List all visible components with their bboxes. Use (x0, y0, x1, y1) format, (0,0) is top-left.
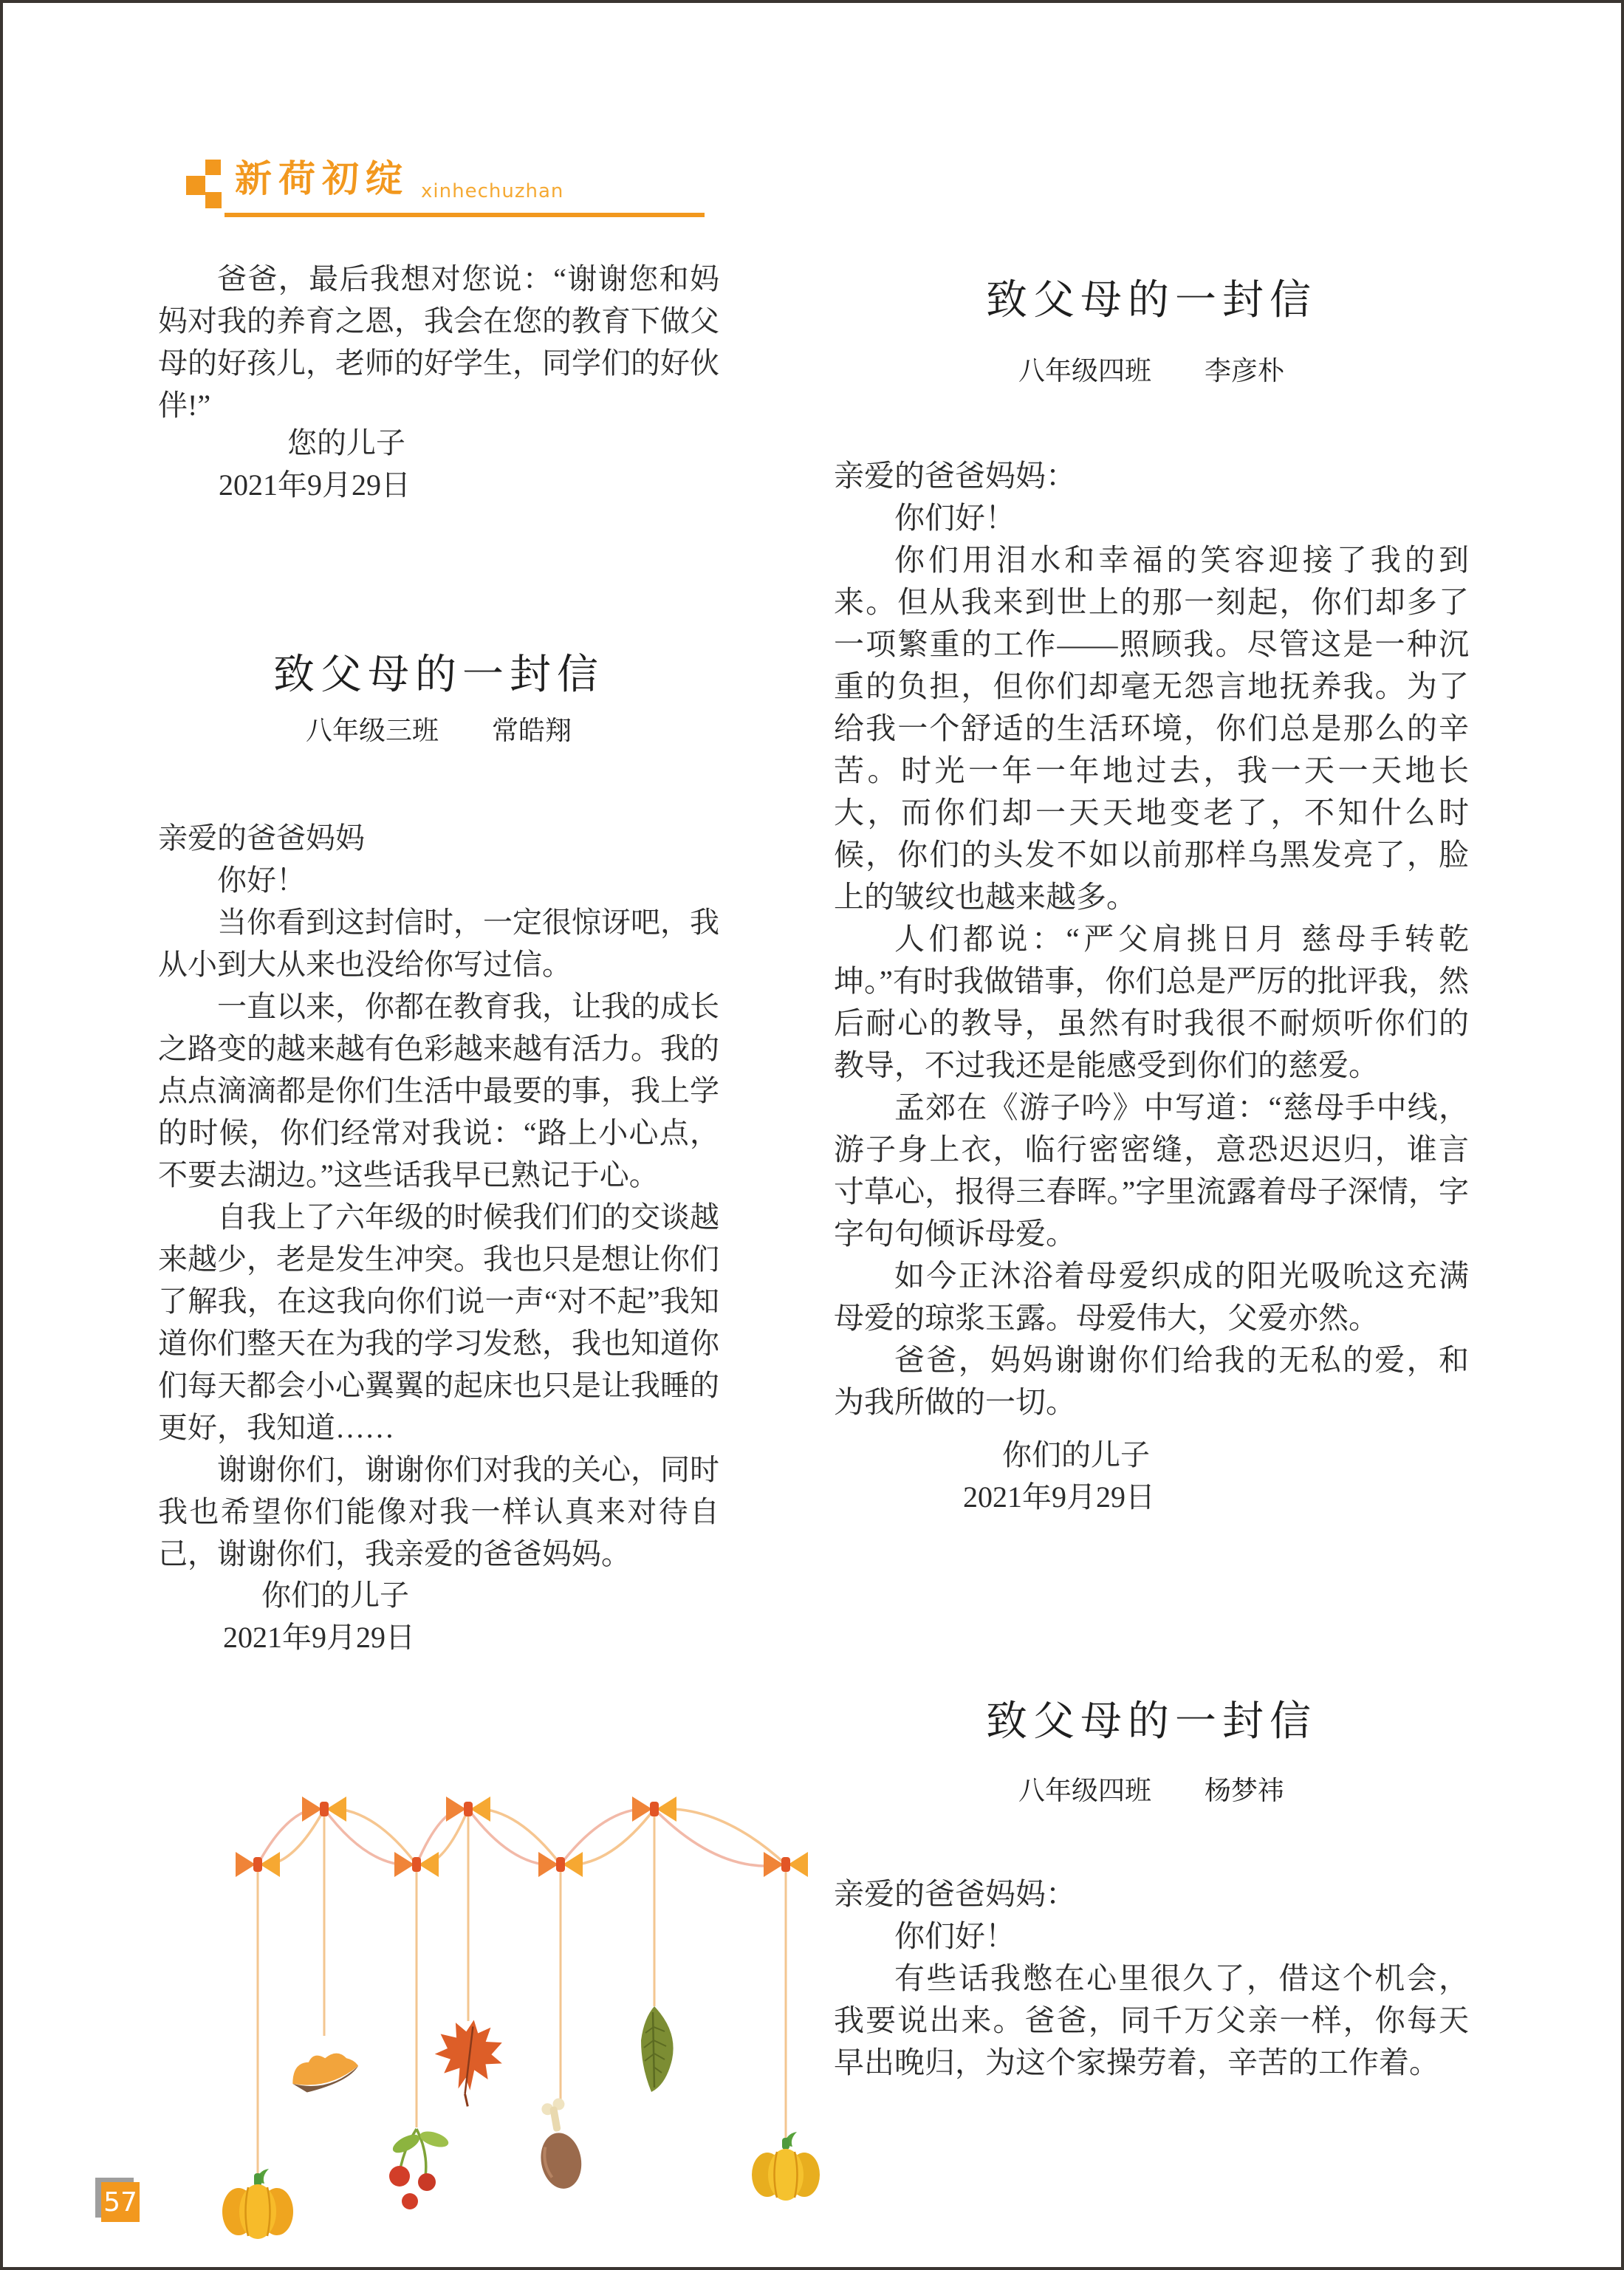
previous-letter-ending (158, 258, 719, 426)
letter2-signature (834, 1434, 1469, 1518)
letter2-title: 致父母的一封信 (986, 278, 1317, 324)
letter3-body (834, 1873, 1469, 2084)
letter3-greeting: 你们好！ (894, 1919, 1015, 1953)
section-logo-title: 新荷初绽 (235, 157, 409, 200)
paragraph: 一直以来，你都在教育我，让我的成长之路变的越来越有色彩越来越有活力。我的点点滴滴都是你们生活中最要的事，我上学的时候，你们经常对我说：“路上小心点，不要去湖边。”这些话我早已熟记于心。 (158, 990, 719, 1192)
paragraph: 自我上了六年级的时候我们们的交谈越来越少，老是发生冲突。我也只是想让你们了解我，在这我向你们说一声“对不起”我知道你们整天在为我的学习发愁，我也知道你们每天都会小心翼翼的起床也只是让我睡的更好，我知道…… (158, 1200, 719, 1444)
letter1-title: 致父母的一封信 (273, 652, 604, 698)
letter1-byline: 八年级三班 常皓翔 (305, 716, 572, 745)
pumpkin-icon (222, 2169, 293, 2239)
cherries-icon (389, 2128, 450, 2209)
paragraph: 你们用泪水和幸福的笑容迎接了我的到来。但从我来到世上的那一刻起，你们却多了一项繁重的工作——照顾我。尽管这是一种沉重的负担，但你们却毫无怨言地抚养我。为了给我一个舒适的生活环境，你们总是那么的辛苦。时光一年一年地过去，我一天一天地长大，而你们却一天天地变老了，不知什么时候，你们的头发不如以前那样乌黑发亮了，脸上的皱纹也越来越多。 (834, 543, 1469, 914)
signature-date: 2021年9月29日 (219, 468, 411, 502)
paragraph: 有些话我憋在心里很久了，借这个机会，我要说出来。爸爸，同千万父亲一样，你每天早出晚归，为这个家操劳着，辛苦的工作着。 (834, 1961, 1469, 2079)
letter2-body (834, 455, 1469, 1423)
paragraph: 爸爸，最后我想对您说：“谢谢您和妈妈对我的养育之恩，我会在您的教育下做父母的好孩儿，老师的好学生，同学们的好伙伴!” (158, 262, 719, 422)
page-number: 57 (101, 2182, 140, 2222)
green-leaf-icon (641, 2006, 674, 2092)
letter3-title: 致父母的一封信 (986, 1699, 1317, 1745)
signature-name: 你们的儿子 (261, 1579, 409, 1612)
maple-leaf-icon (428, 2015, 507, 2110)
logo-squares-icon (186, 160, 225, 213)
previous-letter-signature (158, 422, 719, 506)
pumpkin-icon (752, 2132, 820, 2201)
paragraph: 人们都说：“严父肩挑日月 慈母手转乾坤。”有时我做错事，你们总是严厉的批评我，然后耐心的教导，虽然有时我很不耐烦听你们的教导，不过我还是能感受到你们的慈爱。 (834, 922, 1469, 1082)
turkey-leg-icon (531, 2096, 586, 2192)
paragraph: 当你看到这封信时，一定很惊讶吧，我从小到大从来也没给你写过信。 (158, 906, 719, 981)
letter2-greeting: 你们好！ (894, 501, 1015, 535)
signature-name: 您的儿子 (287, 426, 405, 459)
letter1-greeting: 你好！ (217, 864, 306, 897)
letter1-signature (158, 1574, 719, 1658)
letter2-byline: 八年级四班 李彦朴 (1018, 356, 1284, 386)
signature-date: 2021年9月29日 (963, 1480, 1155, 1514)
section-logo-pinyin: xinhechuzhan (421, 180, 564, 202)
paragraph: 孟郊在《游子吟》中写道：“慈母手中线，游子身上衣，临行密密缝，意恐迟迟归，谁言寸草心，报得三春晖。”字里流露着母子深情，字字句句倾诉母爱。 (834, 1090, 1469, 1251)
letter2-salutation: 亲爱的爸爸妈妈： (834, 459, 1076, 493)
sweet-potato-icon (287, 2046, 361, 2095)
signature-name: 你们的儿子 (1002, 1438, 1150, 1471)
autumn-garland-illustration (121, 1776, 860, 2263)
letter1-salutation: 亲爱的爸爸妈妈 (158, 821, 365, 855)
paragraph: 如今正沐浴着母爱织成的阳光吸吮这充满母爱的琼浆玉露。母爱伟大，父爱亦然。 (834, 1259, 1469, 1335)
letter3-byline: 八年级四班 杨梦祎 (1018, 1776, 1284, 1805)
paragraph: 爸爸，妈妈谢谢你们给我的无私的爱，和为我所做的一切。 (834, 1343, 1469, 1419)
header-underline (225, 213, 705, 217)
paragraph: 谢谢你们，谢谢你们对我的关心，同时我也希望你们能像对我一样认真来对待自己，谢谢你们，我亲爱的爸爸妈妈。 (158, 1453, 719, 1570)
letter1-body (158, 817, 719, 1575)
signature-date: 2021年9月29日 (223, 1621, 415, 1654)
letter3-salutation: 亲爱的爸爸妈妈： (834, 1877, 1076, 1911)
